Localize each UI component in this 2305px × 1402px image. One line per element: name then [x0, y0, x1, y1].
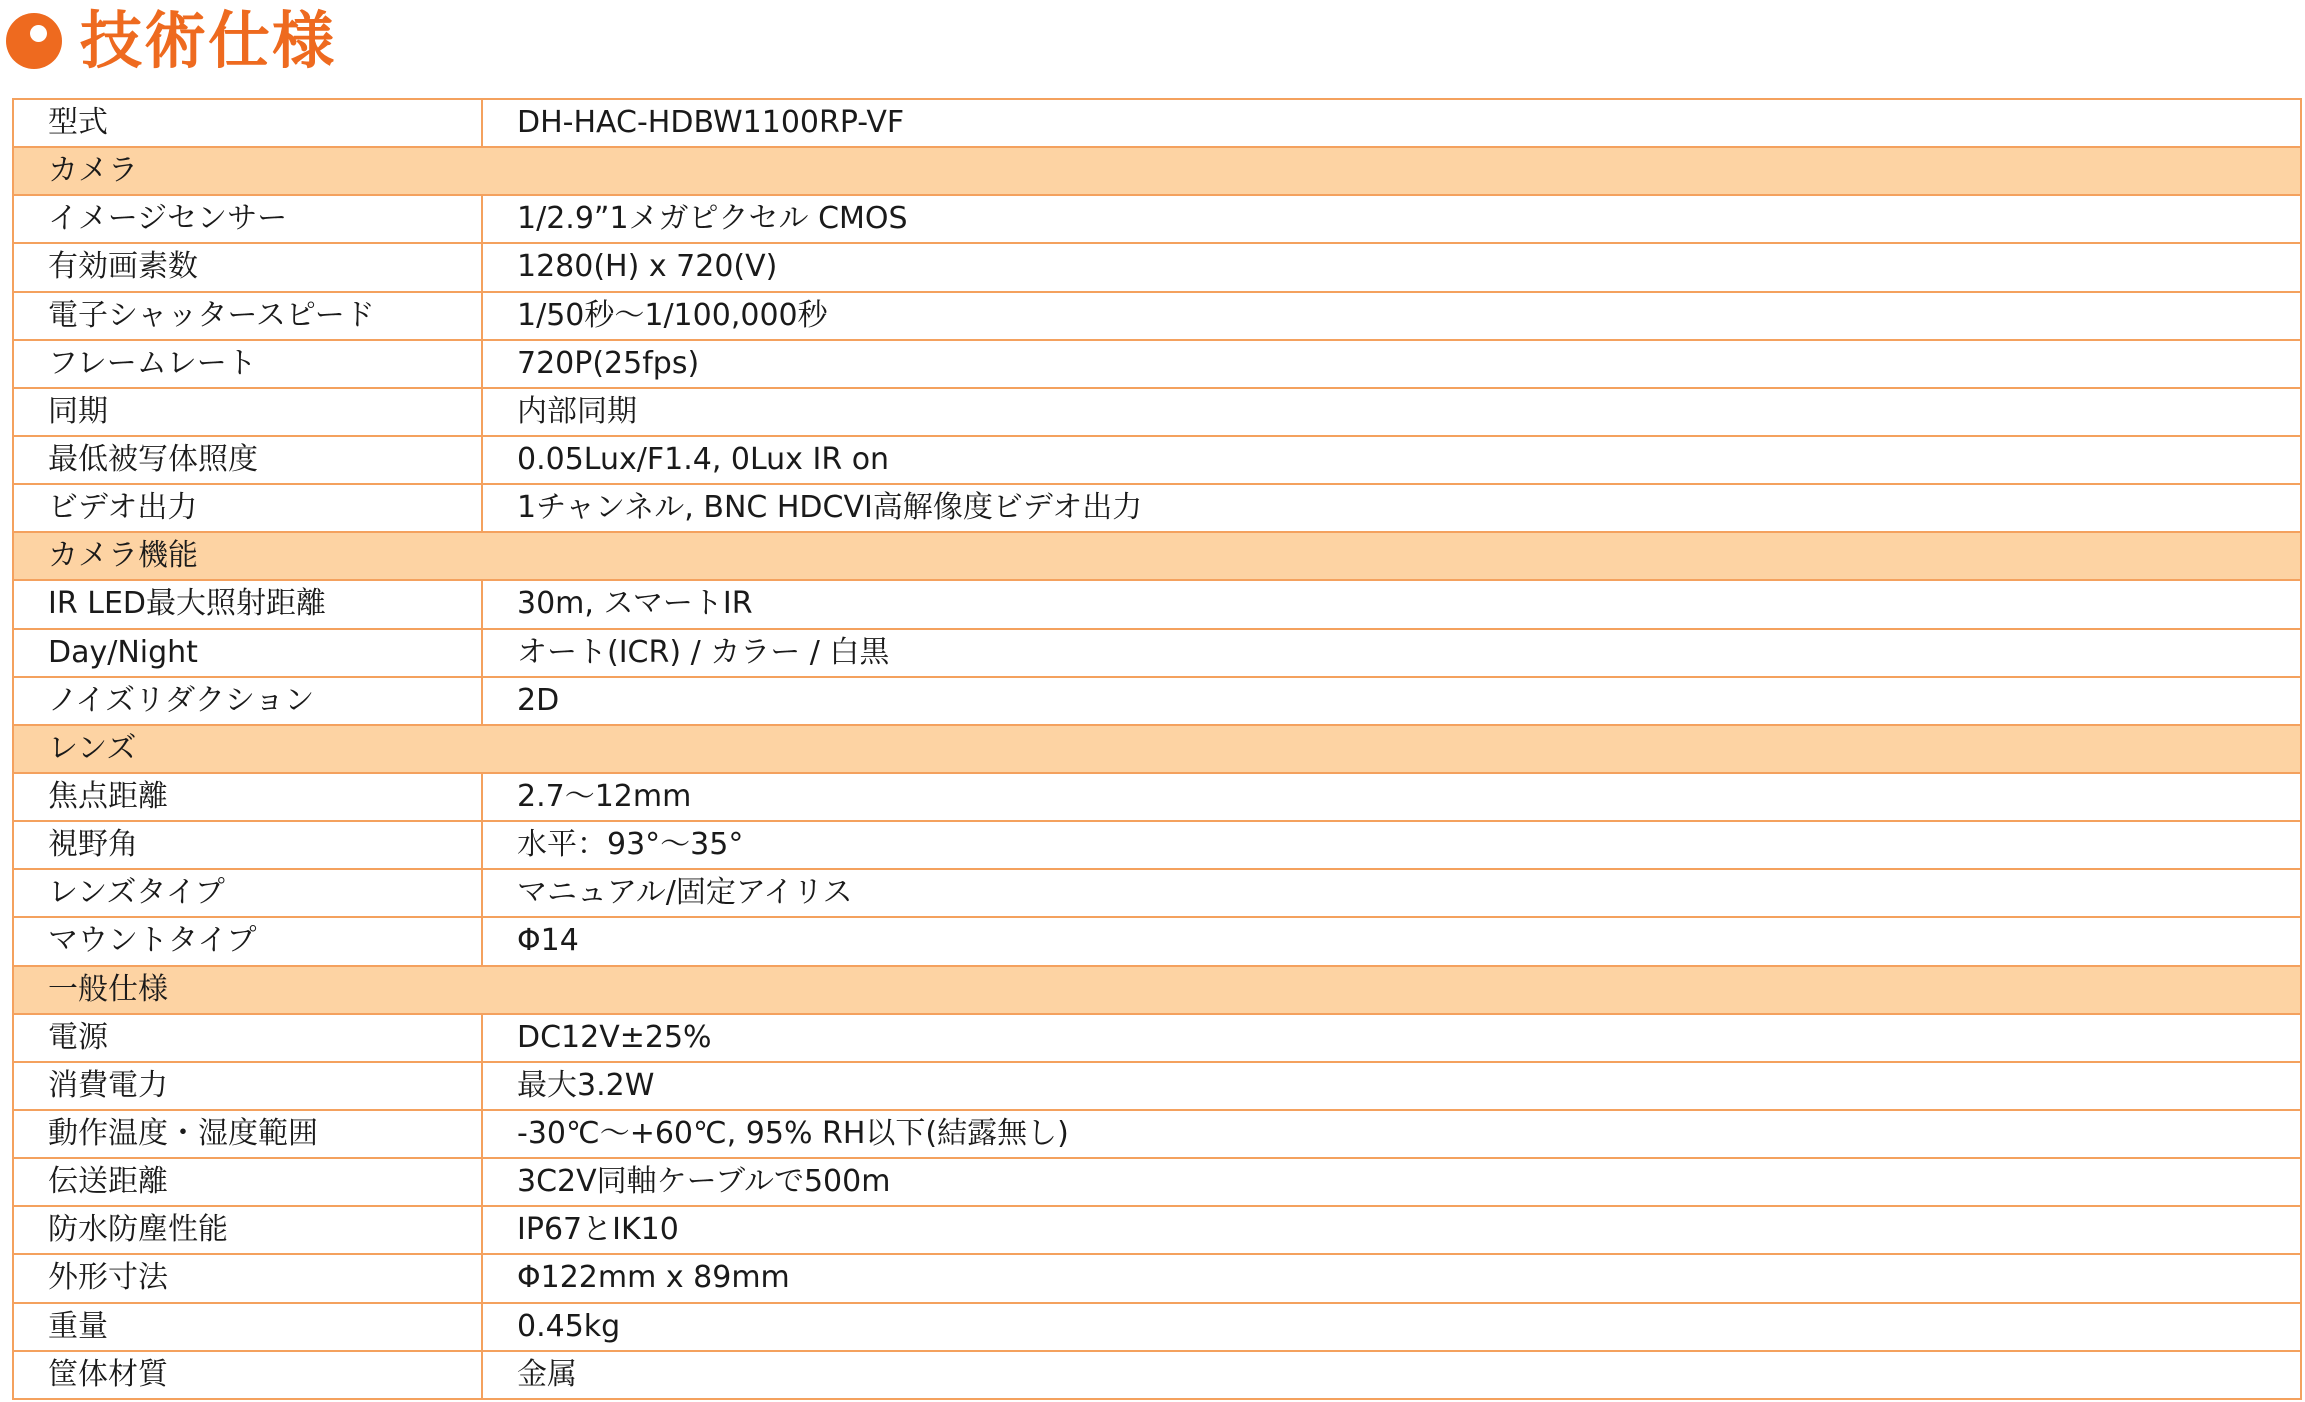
spec-value: Φ14: [482, 917, 2301, 965]
spec-row: [13, 580, 2301, 628]
section-header-row: [13, 725, 2301, 773]
section-header-row: [13, 532, 2301, 580]
spec-table-body: [13, 99, 2301, 1399]
spec-label: フレームレート: [13, 340, 482, 388]
spec-value: DC12V±25%: [482, 1014, 2301, 1062]
spec-value: Φ122mm x 89mm: [482, 1254, 2301, 1302]
spec-value: 3C2V同軸ケーブルで500m: [482, 1158, 2301, 1206]
section-header-row: [13, 147, 2301, 195]
spec-label: 最低被写体照度: [13, 436, 482, 484]
spec-row: [13, 292, 2301, 340]
spec-row: [13, 773, 2301, 821]
section-title: 一般仕様: [13, 966, 2301, 1014]
spec-label: 焦点距離: [13, 773, 482, 821]
spec-row: [13, 629, 2301, 677]
spec-label: Day/Night: [13, 629, 482, 677]
spec-label: 筐体材質: [13, 1351, 482, 1399]
spec-value: 0.05Lux/F1.4, 0Lux IR on: [482, 436, 2301, 484]
spec-value: 0.45kg: [482, 1303, 2301, 1351]
spec-row: [13, 99, 2301, 147]
spec-value: 1280(H) x 720(V): [482, 243, 2301, 291]
spec-label: 防水防塵性能: [13, 1206, 482, 1254]
spec-label: 重量: [13, 1303, 482, 1351]
spec-label: 伝送距離: [13, 1158, 482, 1206]
spec-label: 外形寸法: [13, 1254, 482, 1302]
spec-row: [13, 388, 2301, 436]
spec-label: マウントタイプ: [13, 917, 482, 965]
spec-label: 電源: [13, 1014, 482, 1062]
spec-value: 1/50秒〜1/100,000秒: [482, 292, 2301, 340]
spec-row: [13, 484, 2301, 532]
spec-row: [13, 869, 2301, 917]
spec-row: [13, 195, 2301, 243]
spec-label: 型式: [13, 99, 482, 147]
spec-label: IR LED最大照射距離: [13, 580, 482, 628]
spec-row: [13, 1158, 2301, 1206]
spec-row: [13, 1110, 2301, 1158]
spec-value: 金属: [482, 1351, 2301, 1399]
spec-value: 30m, スマートIR: [482, 580, 2301, 628]
spec-value: 内部同期: [482, 388, 2301, 436]
spec-row: [13, 1351, 2301, 1399]
spec-label: 有効画素数: [13, 243, 482, 291]
spec-row: [13, 1303, 2301, 1351]
spec-row: [13, 436, 2301, 484]
section-title: カメラ: [13, 147, 2301, 195]
spec-value: オート(ICR) / カラー / 白黒: [482, 629, 2301, 677]
spec-label: 動作温度・湿度範囲: [13, 1110, 482, 1158]
spec-label: イメージセンサー: [13, 195, 482, 243]
spec-label: レンズタイプ: [13, 869, 482, 917]
spec-row: [13, 340, 2301, 388]
spec-value: 最大3.2W: [482, 1062, 2301, 1110]
spec-table: [12, 98, 2302, 1400]
spec-row: [13, 1062, 2301, 1110]
spec-value: 水平：93°〜35°: [482, 821, 2301, 869]
spec-row: [13, 1014, 2301, 1062]
spec-row: [13, 1254, 2301, 1302]
page-title: 技術仕様: [80, 4, 337, 77]
spec-value: -30℃〜+60℃, 95% RH以下(結露無し): [482, 1110, 2301, 1158]
spec-value: 1チャンネル, BNC HDCVI高解像度ビデオ出力: [482, 484, 2301, 532]
bullet-circle-icon: [6, 13, 62, 69]
section-header-row: [13, 966, 2301, 1014]
spec-row: [13, 917, 2301, 965]
spec-value: DH-HAC-HDBW1100RP-VF: [482, 99, 2301, 147]
spec-label: 電子シャッタースピード: [13, 292, 482, 340]
spec-label: 同期: [13, 388, 482, 436]
spec-value: 720P(25fps): [482, 340, 2301, 388]
spec-value: IP67とIK10: [482, 1206, 2301, 1254]
spec-label: ビデオ出力: [13, 484, 482, 532]
spec-row: [13, 677, 2301, 725]
section-title: レンズ: [13, 725, 2301, 773]
section-title: カメラ機能: [13, 532, 2301, 580]
spec-value: 2.7〜12mm: [482, 773, 2301, 821]
spec-label: ノイズリダクション: [13, 677, 482, 725]
spec-value: 1/2.9”1メガピクセル CMOS: [482, 195, 2301, 243]
spec-row: [13, 243, 2301, 291]
spec-row: [13, 821, 2301, 869]
spec-value: マニュアル/固定アイリス: [482, 869, 2301, 917]
spec-label: 視野角: [13, 821, 482, 869]
spec-heading: [6, 2, 336, 80]
spec-row: [13, 1206, 2301, 1254]
spec-label: 消費電力: [13, 1062, 482, 1110]
spec-value: 2D: [482, 677, 2301, 725]
